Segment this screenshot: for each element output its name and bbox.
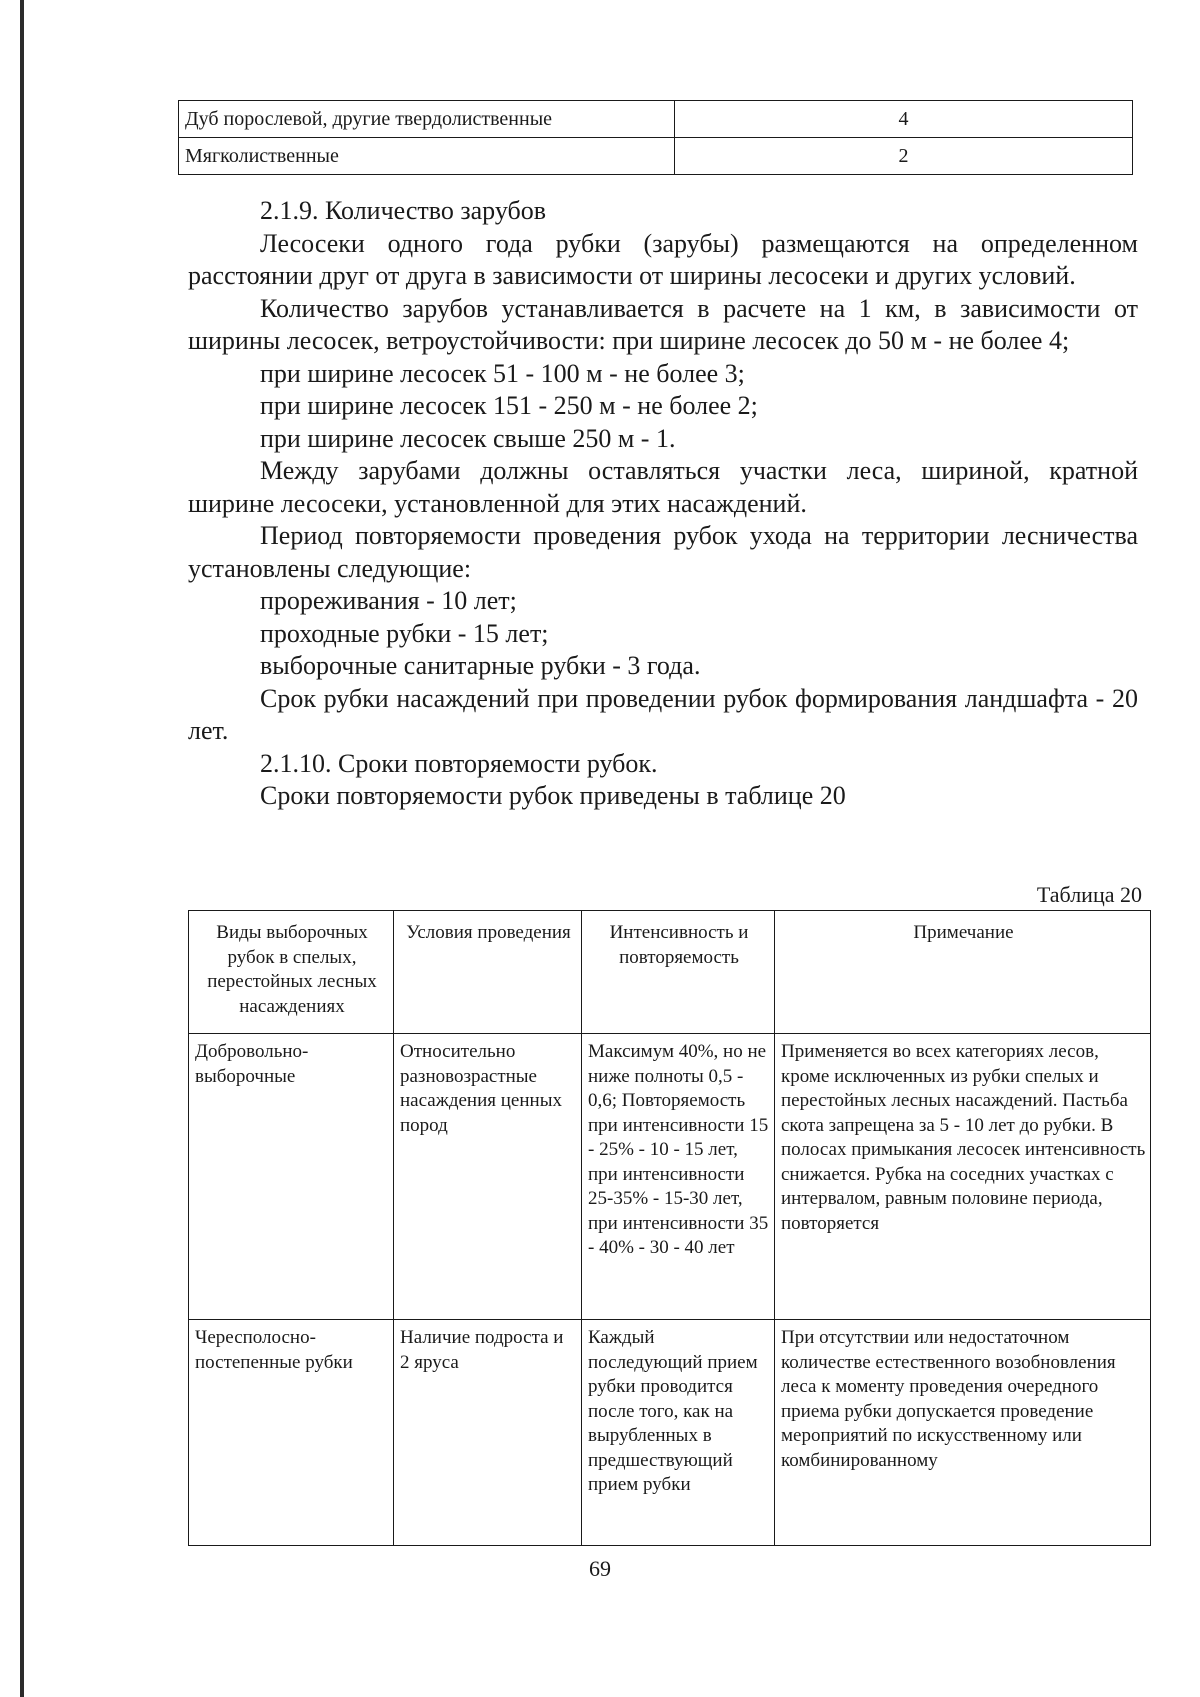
cutting-periods-table [188,910,1151,1546]
list-item: прореживания - 10 лет; [260,586,517,615]
cutting-type-cell: Чересполосно-постепенные рубки [189,1320,394,1546]
section-heading: 2.1.9. Количество зарубов [260,196,546,225]
paragraph: Между зарубами должны оставляться участки леса, шириной, кратной ширине лесосеки, установленной для этих насаждений. [188,456,1138,518]
species-cell: Мягколиственные [179,138,675,175]
paragraph: Количество зарубов устанавливается в расчете на 1 км, в зависимости от ширины лесосек, ветроустойчивости: при ширине лесосек до 50 м - не более 4; [188,293,1138,355]
list-item: при ширине лесосек свыше 250 м - 1. [260,423,676,453]
table-header-row [189,911,1151,1034]
note-cell: При отсутствии или недостаточном количестве естественного возобновления леса к моменту проведения очередного приема рубки допускается проведение мероприятий по искусственному или комбинированному [775,1320,1151,1546]
intensity-cell: Максимум 40%, но не ниже полноты 0,5 - 0,6; Повторяемость при интенсивности 15 - 25% - 10 - 15 лет, при интенсивности 25-35% - 15-30 лет, при интенсивности 35 - 40% - 30 - 40 лет [582,1034,775,1320]
column-header: Условия проведения [394,911,582,1034]
cutting-type-cell: Добровольно-выборочные [189,1034,394,1320]
table-caption: Таблица 20 [1036,882,1142,907]
table-row [179,138,1133,175]
paragraph: Лесосеки одного года рубки (зарубы) размещаются на определенном расстоянии друг от друга в зависимости от ширины лесосеки и других условий. [188,228,1138,290]
column-header: Примечание [775,911,1151,1034]
table-row [189,1034,1151,1320]
column-header: Интенсивность и повторяемость [582,911,775,1034]
page-number: 69 [589,1556,611,1581]
intensity-cell: Каждый последующий прием рубки проводится после того, как на вырубленных в предшествующий прием рубки [582,1320,775,1546]
species-table [178,100,1133,175]
column-header: Виды выборочных рубок в спелых, перестойных лесных насаждениях [189,911,394,1034]
conditions-cell: Наличие подроста и 2 яруса [394,1320,582,1546]
list-item: выборочные санитарные рубки - 3 года. [260,651,701,680]
species-cell: Дуб порослевой, другие твердолиственные [179,101,675,138]
list-item: при ширине лесосек 151 - 250 м - не более 2; [260,391,758,420]
body-text [188,195,1138,813]
paragraph: Период повторяемости проведения рубок ухода на территории лесничества установлены следующие: [188,521,1138,583]
value-cell: 2 [675,138,1133,175]
list-item: проходные рубки - 15 лет; [260,618,549,648]
section-heading: 2.1.10. Сроки повторяемости рубок. [260,748,658,778]
paragraph: Срок рубки насаждений при проведении рубок формирования ландшафта - 20 лет. [188,683,1138,745]
list-item: при ширине лесосек 51 - 100 м - не более 3; [260,358,745,388]
value-cell: 4 [675,101,1133,138]
table-row [189,1320,1151,1546]
scan-edge [20,0,24,1697]
paragraph: Сроки повторяемости рубок приведены в таблице 20 [260,781,846,810]
note-cell: Применяется во всех категориях лесов, кроме исключенных из рубки спелых и перестойных лесных насаждений. Пастьба скота запрещена за 5 - 10 лет до рубки. В полосах примыкания лесосек интенсивность снижается. Рубка на соседних участках с интервалом, равным половине периода, повторяется [775,1034,1151,1320]
conditions-cell: Относительно разновозрастные насаждения ценных пород [394,1034,582,1320]
table-row [179,101,1133,138]
